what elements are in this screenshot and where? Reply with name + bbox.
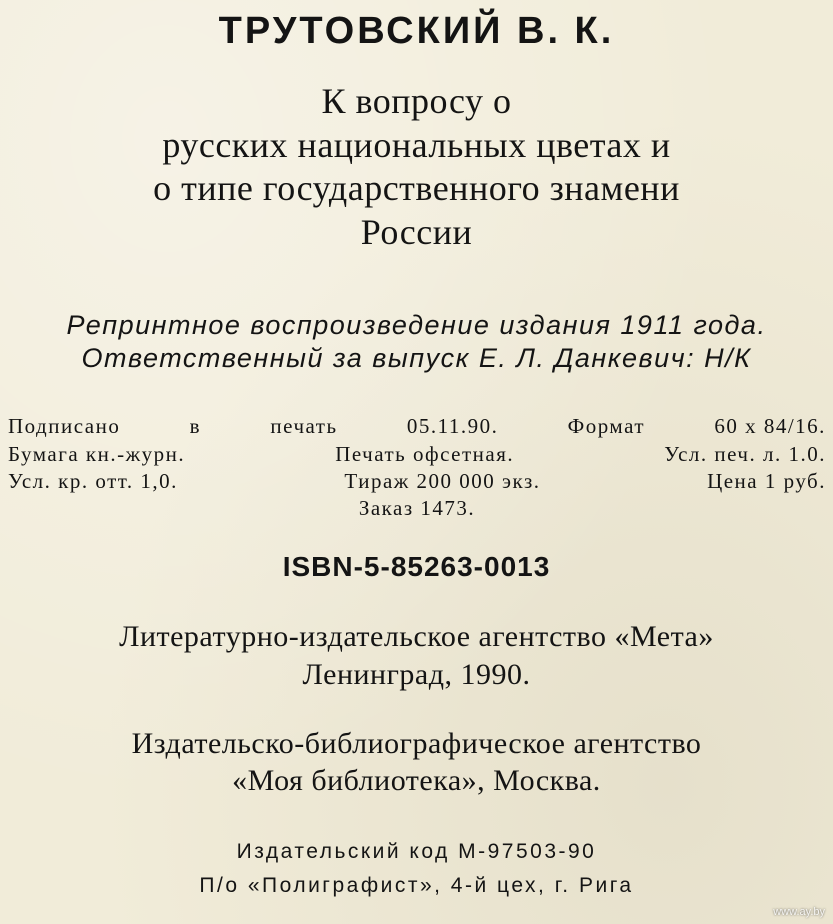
responsible-editor: Ответственный за выпуск Е. Л. Данкевич: Н/К bbox=[81, 343, 752, 373]
printer-info: П/о «Полиграфист», 4-й цех, г. Рига bbox=[199, 874, 634, 897]
title-line-3: о типе государственного знамени bbox=[153, 168, 680, 208]
imprint-price: Цена 1 руб. bbox=[707, 469, 826, 493]
author-name: ТРУТОВСКИЙ В. К. bbox=[218, 10, 615, 52]
imprint-date: 05.11.90. bbox=[406, 414, 499, 438]
imprint-sheets: Усл. печ. л. 1.0. bbox=[664, 442, 826, 466]
site-watermark: www.ay.by bbox=[773, 906, 825, 918]
title-line-2: русских национальных цветах и bbox=[162, 125, 671, 165]
imprint-line-2 bbox=[8, 442, 826, 467]
title-line-1: К вопросу о bbox=[321, 81, 512, 121]
imprint-signed-label: Подписано bbox=[8, 414, 121, 438]
imprint-printing: Печать офсетная. bbox=[335, 442, 515, 466]
publisher-1-name: Литературно-издательское агентство «Мета» bbox=[119, 620, 714, 653]
publisher-1-city-year: Ленинград, 1990. bbox=[302, 658, 531, 691]
imprint-paper: Бумага кн.-журн. bbox=[8, 442, 186, 466]
publisher-2-city: «Моя библиотека», Москва. bbox=[232, 764, 601, 797]
imprint-order: Заказ 1473. bbox=[358, 496, 476, 520]
imprint-print-label: печать bbox=[270, 414, 338, 438]
publisher-code: Издательский код М-97503-90 bbox=[236, 840, 597, 863]
publisher-2-name: Издательско-библиографическое агентство bbox=[131, 727, 702, 760]
title-line-4: России bbox=[360, 212, 473, 252]
reprint-note: Репринтное воспроизведение издания 1911 года. bbox=[66, 310, 767, 340]
imprint-format-label: Формат bbox=[567, 414, 646, 438]
imprint-circulation: Тираж 200 000 экз. bbox=[344, 469, 541, 493]
imprint-line-1 bbox=[8, 414, 826, 439]
imprint-format-value: 60 х 84/16. bbox=[714, 414, 826, 438]
imprint-line-3 bbox=[8, 469, 826, 494]
imprint-color-sheets: Усл. кр. отт. 1,0. bbox=[8, 469, 178, 493]
imprint-in-label: в bbox=[189, 414, 202, 438]
imprint-line-4 bbox=[8, 496, 826, 521]
isbn: ISBN-5-85263-0013 bbox=[282, 551, 551, 582]
